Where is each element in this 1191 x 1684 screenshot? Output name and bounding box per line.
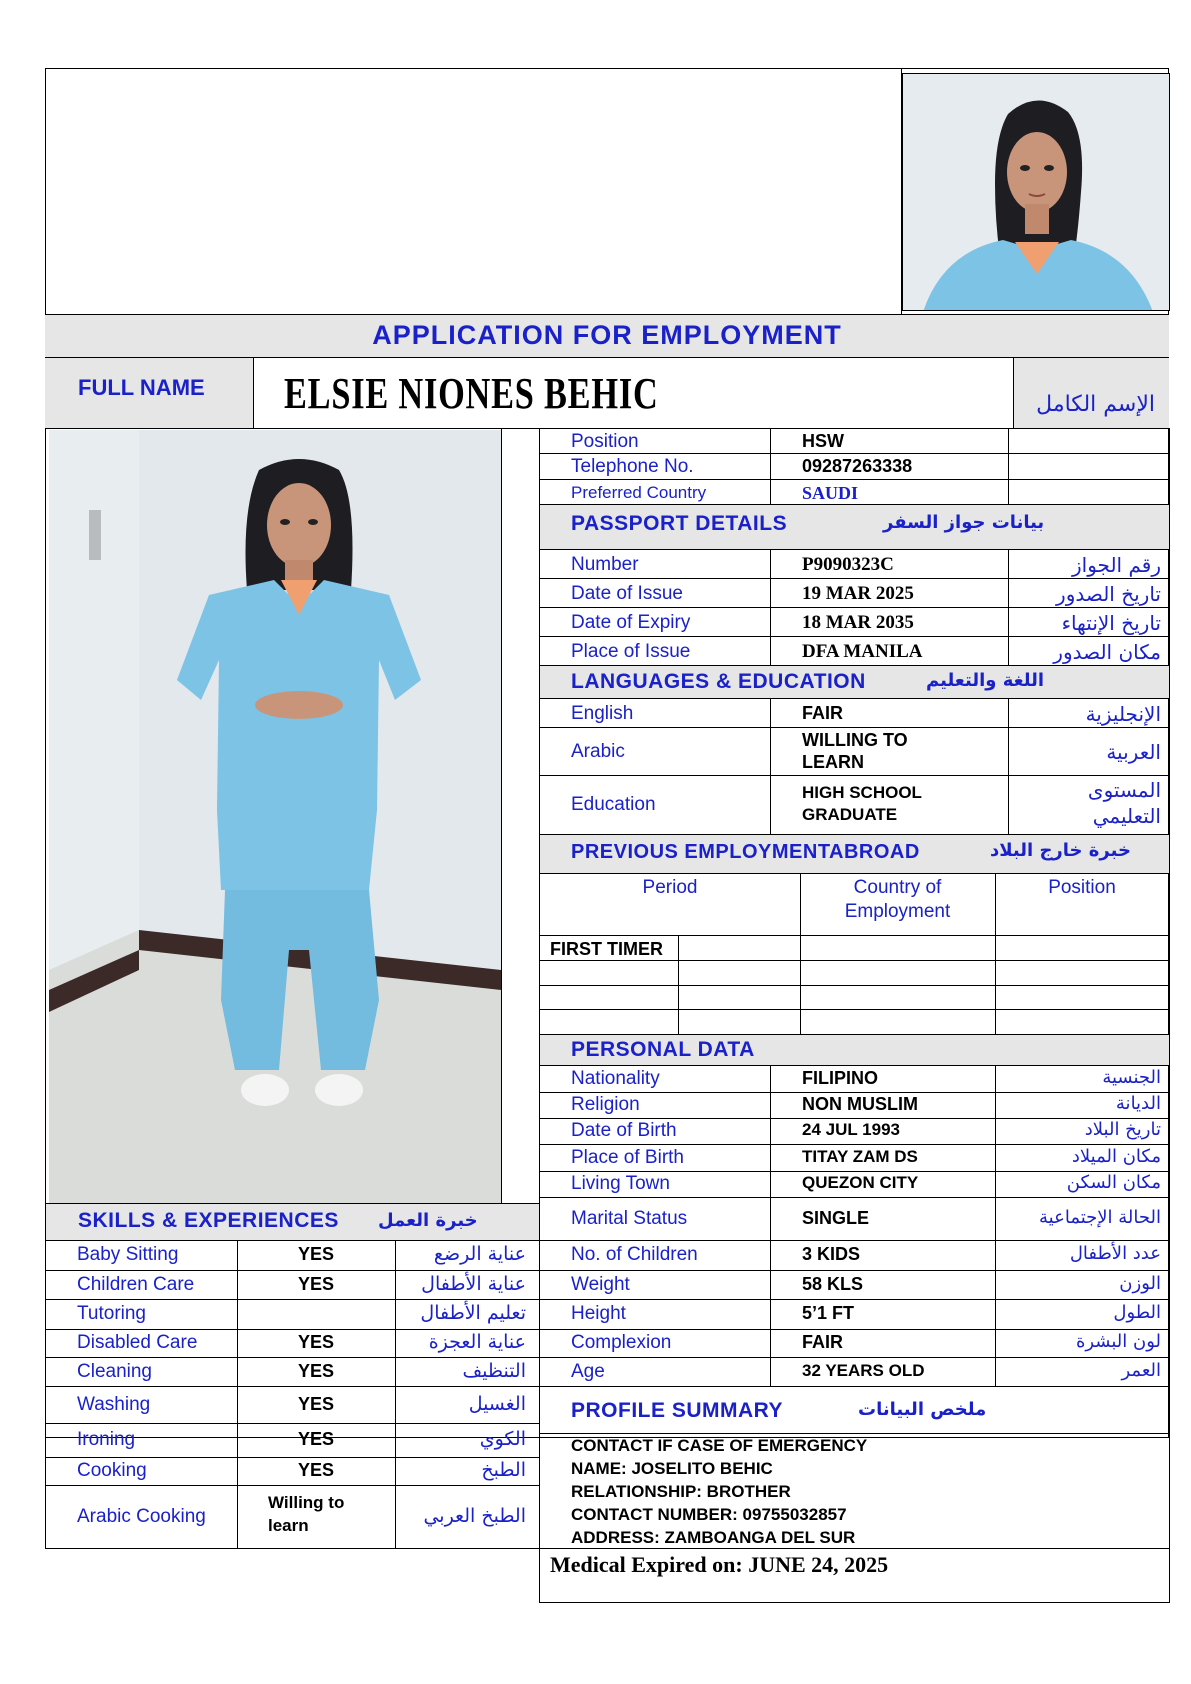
date-of-birth-value: 24 JUL 1993 bbox=[802, 1120, 900, 1139]
skill-arabic-cooking-label: Arabic Cooking bbox=[77, 1505, 206, 1527]
languages-title: LANGUAGES & EDUCATION bbox=[571, 670, 866, 693]
height-ar: الطول bbox=[1113, 1302, 1161, 1323]
education-ar-line2: التعليمي bbox=[1092, 804, 1161, 828]
living-town-value: QUEZON CITY bbox=[802, 1173, 919, 1192]
full-body-illustration bbox=[49, 430, 501, 1205]
skills-title: SKILLS & EXPERIENCES bbox=[78, 1209, 339, 1232]
education-value-line1: HIGH SCHOOL bbox=[802, 783, 922, 802]
position-label: Position bbox=[571, 431, 639, 452]
education-ar-line1: المستوى bbox=[1087, 778, 1161, 802]
skill-tutoring-label: Tutoring bbox=[77, 1303, 146, 1324]
skill-children-care-value: YES bbox=[297, 1273, 335, 1294]
nationality-ar: الجنسية bbox=[1102, 1066, 1161, 1088]
previous-employment-title-ar: خبرة خارج البلاد bbox=[990, 840, 1131, 861]
col-country-line1: Country of bbox=[853, 877, 942, 898]
emergency-line-2: NAME: JOSELITO BEHIC bbox=[571, 1459, 773, 1478]
english-ar: الإنجليزية bbox=[1085, 702, 1161, 726]
religion-ar: الديانة bbox=[1115, 1093, 1161, 1114]
position-value: HSW bbox=[802, 431, 844, 451]
skill-baby-sitting-ar: عناية الرضع bbox=[433, 1243, 526, 1265]
date-of-issue-ar: تاريخ الصدور bbox=[1056, 582, 1161, 606]
arabic-value-line1: WILLING TO bbox=[802, 730, 908, 750]
living-town-label: Living Town bbox=[571, 1173, 670, 1194]
nationality-label: Nationality bbox=[571, 1067, 660, 1089]
skill-tutoring-ar: تعليم الأطفال bbox=[420, 1302, 526, 1324]
page-title: APPLICATION FOR EMPLOYMENT bbox=[372, 320, 842, 350]
nationality-value: FILIPINO bbox=[802, 1067, 878, 1088]
col-position: Position bbox=[1048, 877, 1116, 898]
complexion-label: Complexion bbox=[571, 1332, 672, 1353]
weight-label: Weight bbox=[571, 1273, 630, 1295]
height-value: 5’1 FT bbox=[802, 1303, 855, 1323]
marital-status-value: SINGLE bbox=[802, 1207, 870, 1228]
passport-number-value: P9090323C bbox=[802, 554, 894, 575]
full-name-ar: الإسم الكامل bbox=[1036, 392, 1155, 417]
emergency-line-3: RELATIONSHIP: BROTHER bbox=[571, 1482, 791, 1501]
skill-washing-value: YES bbox=[297, 1393, 335, 1414]
skill-arabic-cooking-value-line1: Willing to bbox=[268, 1493, 345, 1512]
skill-cooking-ar: الطبخ bbox=[481, 1459, 526, 1481]
education-label: Education bbox=[571, 794, 656, 815]
place-of-birth-value: TITAY ZAM DS bbox=[802, 1146, 918, 1166]
no-of-children-value: 3 KIDS bbox=[802, 1244, 861, 1264]
no-of-children-label: No. of Children bbox=[571, 1244, 698, 1265]
skill-baby-sitting-value: YES bbox=[297, 1244, 335, 1264]
date-of-expiry-ar: تاريخ الإنتهاء bbox=[1061, 611, 1161, 635]
age-value: 32 YEARS OLD bbox=[802, 1360, 925, 1380]
age-label: Age bbox=[571, 1360, 605, 1382]
emergency-line-1: CONTACT IF CASE OF EMERGENCY bbox=[571, 1436, 868, 1455]
telephone-value: 09287263338 bbox=[802, 456, 913, 476]
full-body-photo bbox=[49, 430, 501, 1205]
emergency-line-4: CONTACT NUMBER: 09755032857 bbox=[571, 1505, 847, 1524]
col-country-line2: Employment bbox=[844, 901, 951, 922]
complexion-ar: لون البشرة bbox=[1075, 1331, 1161, 1352]
skill-arabic-cooking-ar: الطبخ العربي bbox=[423, 1504, 526, 1527]
place-of-birth-label: Place of Birth bbox=[571, 1146, 684, 1168]
passport-number-ar: رقم الجواز bbox=[1072, 553, 1161, 577]
skill-cleaning-label: Cleaning bbox=[77, 1360, 152, 1382]
portrait-illustration bbox=[903, 74, 1170, 311]
place-of-issue-value: DFA MANILA bbox=[802, 641, 923, 662]
religion-label: Religion bbox=[571, 1094, 640, 1115]
date-of-expiry-label: Date of Expiry bbox=[571, 612, 691, 633]
skill-ironing-value: YES bbox=[297, 1429, 335, 1449]
date-of-issue-value: 19 MAR 2025 bbox=[802, 583, 914, 604]
no-of-children-ar: عدد الأطفال bbox=[1069, 1243, 1161, 1264]
passport-title: PASSPORT DETAILS bbox=[571, 512, 788, 535]
skill-cleaning-ar: التنظيف bbox=[462, 1359, 526, 1382]
previous-employment-title: PREVIOUS EMPLOYMENTABROAD bbox=[571, 841, 920, 863]
skill-arabic-cooking-value-line2: learn bbox=[268, 1516, 309, 1535]
arabic-label: Arabic bbox=[571, 741, 625, 762]
profile-summary-title-ar: ملخص البيانات bbox=[858, 1399, 987, 1420]
portrait-photo bbox=[902, 73, 1170, 311]
weight-ar: الوزن bbox=[1119, 1272, 1161, 1294]
skill-cooking-label: Cooking bbox=[77, 1460, 147, 1481]
complexion-value: FAIR bbox=[802, 1332, 844, 1352]
preferred-country-value: SAUDI bbox=[802, 483, 859, 503]
date-of-birth-ar: تاريخ البلاد bbox=[1084, 1119, 1161, 1140]
marital-status-label: Marital Status bbox=[571, 1207, 688, 1229]
place-of-birth-ar: مكان الميلاد bbox=[1071, 1145, 1161, 1167]
skill-cleaning-value: YES bbox=[297, 1360, 335, 1381]
skill-disabled-care-ar: عناية العجزة bbox=[428, 1331, 526, 1353]
height-label: Height bbox=[571, 1303, 626, 1324]
full-name-label: FULL NAME bbox=[78, 375, 205, 400]
english-label: English bbox=[571, 703, 634, 724]
living-town-ar: مكان السكن bbox=[1066, 1172, 1161, 1193]
skill-washing-label: Washing bbox=[77, 1393, 151, 1415]
date-of-birth-label: Date of Birth bbox=[571, 1120, 677, 1141]
profile-summary-title: PROFILE SUMMARY bbox=[571, 1399, 784, 1422]
arabic-value-line2: LEARN bbox=[802, 752, 864, 772]
telephone-label: Telephone No. bbox=[571, 456, 694, 477]
skills-title-ar: خبرة العمل bbox=[378, 1210, 478, 1231]
date-of-expiry-value: 18 MAR 2035 bbox=[802, 612, 914, 633]
full-name: ELSIE NIONES BEHIC bbox=[284, 369, 659, 418]
weight-value: 58 KLS bbox=[802, 1273, 864, 1294]
passport-title-ar: بيانات جواز السفر bbox=[883, 512, 1045, 533]
first-timer: FIRST TIMER bbox=[550, 939, 663, 959]
col-period: Period bbox=[642, 877, 698, 898]
skill-children-care-ar: عناية الأطفال bbox=[421, 1272, 526, 1295]
education-value-line2: GRADUATE bbox=[802, 805, 898, 824]
preferred-country-label: Preferred Country bbox=[571, 483, 707, 502]
skill-washing-ar: الغسيل bbox=[468, 1392, 526, 1415]
languages-title-ar: اللغة والتعليم bbox=[926, 670, 1045, 691]
religion-value: NON MUSLIM bbox=[802, 1094, 918, 1114]
emergency-line-5: ADDRESS: ZAMBOANGA DEL SUR bbox=[571, 1528, 856, 1547]
passport-number-label: Number bbox=[571, 554, 639, 575]
place-of-issue-ar: مكان الصدور bbox=[1053, 640, 1161, 664]
skill-children-care-label: Children Care bbox=[77, 1273, 195, 1295]
skill-ironing-label: Ironing bbox=[77, 1429, 136, 1450]
arabic-ar: العربية bbox=[1106, 740, 1161, 764]
english-value: FAIR bbox=[802, 703, 844, 723]
skill-baby-sitting-label: Baby Sitting bbox=[77, 1244, 179, 1265]
personal-data-title: PERSONAL DATA bbox=[571, 1038, 755, 1061]
skill-disabled-care-value: YES bbox=[297, 1332, 335, 1352]
skill-disabled-care-label: Disabled Care bbox=[77, 1332, 198, 1353]
skill-ironing-ar: الكوي bbox=[479, 1428, 526, 1450]
place-of-issue-label: Place of Issue bbox=[571, 641, 691, 662]
age-ar: العمر bbox=[1121, 1359, 1161, 1381]
date-of-issue-label: Date of Issue bbox=[571, 583, 683, 604]
skill-cooking-value: YES bbox=[297, 1460, 335, 1480]
medical-expiry: Medical Expired on: JUNE 24, 2025 bbox=[550, 1552, 889, 1577]
marital-status-ar: الحالة الإجتماعية bbox=[1039, 1206, 1161, 1228]
